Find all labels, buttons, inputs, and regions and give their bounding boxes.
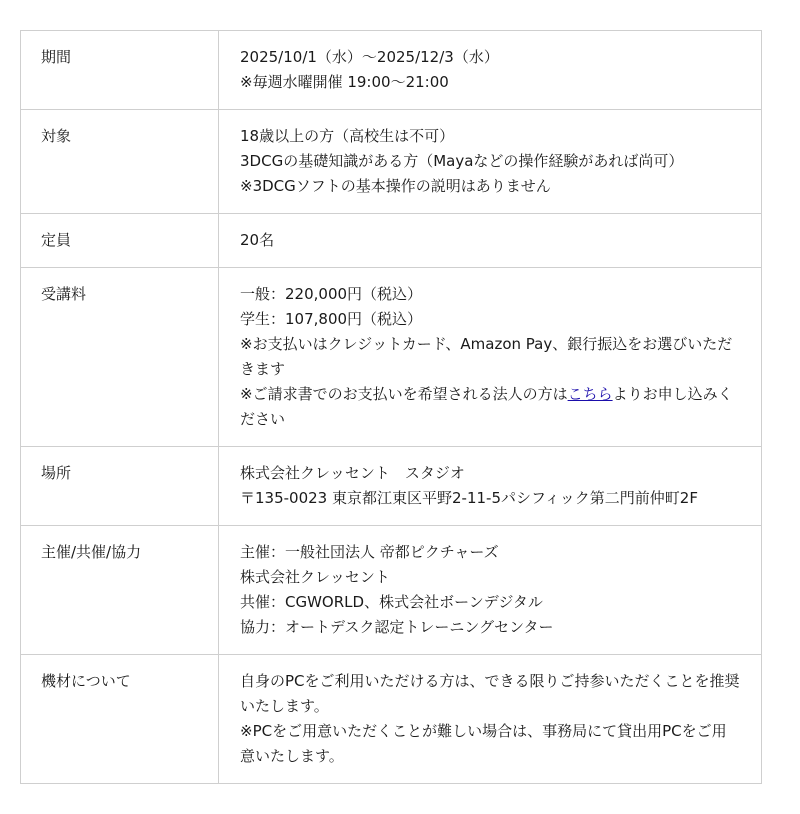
invoice-note-after: よりお申し込みください <box>240 385 733 428</box>
table-row-venue <box>21 447 762 526</box>
invoice-note-before: ※ご請求書でのお支払いを希望される法人の方は <box>240 385 568 403</box>
row-label: 対象 <box>21 110 219 214</box>
value-line: 株式会社クレッセント スタジオ <box>240 464 465 482</box>
table-row-equipment <box>21 655 762 784</box>
value-line: ※3DCGソフトの基本操作の説明はありません <box>240 177 551 195</box>
invoice-note <box>240 382 741 432</box>
value-line: 2025/10/1（水）〜2025/12/3（水） <box>240 48 499 66</box>
row-label: 定員 <box>21 214 219 268</box>
row-label: 受講料 <box>21 268 219 447</box>
row-label: 期間 <box>21 31 219 110</box>
invoice-apply-link[interactable]: こちら <box>567 385 613 403</box>
row-value <box>219 214 762 268</box>
row-label: 主催/共催/協力 <box>21 526 219 655</box>
table-row-organizers <box>21 526 762 655</box>
row-value <box>219 110 762 214</box>
row-value <box>219 268 762 447</box>
table-row-capacity <box>21 214 762 268</box>
value-line: ※お支払いはクレジットカード、Amazon Pay、銀行振込をお選びいただきます <box>240 335 733 378</box>
table-row-fee <box>21 268 762 447</box>
value-line: 共催：CGWORLD、株式会社ボーンデジタル <box>240 593 543 611</box>
row-value <box>219 447 762 526</box>
table-row-target <box>21 110 762 214</box>
table-row-period <box>21 31 762 110</box>
value-line: 18歳以上の方（高校生は不可） <box>240 127 455 145</box>
row-value <box>219 526 762 655</box>
value-line: 自身のPCをご利用いただける方は、できる限りご持参いただくことを推奨いたします。 <box>240 672 740 715</box>
value-line: 〒135-0023 東京都江東区平野2-11-5パシフィック第二門前仲町2F <box>240 489 698 507</box>
value-line: 株式会社クレッセント <box>240 568 390 586</box>
value-line: 一般：220,000円（税込） <box>240 285 423 303</box>
row-label: 場所 <box>21 447 219 526</box>
value-line: 3DCGの基礎知識がある方（Mayaなどの操作経験があれば尚可） <box>240 152 684 170</box>
value-line: 主催：一般社団法人 帝都ピクチャーズ <box>240 543 499 561</box>
row-label: 機材について <box>21 655 219 784</box>
value-line: 20名 <box>240 231 275 249</box>
event-info-table <box>20 30 762 784</box>
value-line: 学生：107,800円（税込） <box>240 310 423 328</box>
value-line: ※毎週水曜開催 19:00〜21:00 <box>240 73 449 91</box>
value-line: 協力：オートデスク認定トレーニングセンター <box>240 618 554 636</box>
value-line: ※PCをご用意いただくことが難しい場合は、事務局にて貸出用PCをご用意いたします。 <box>240 722 727 765</box>
row-value <box>219 655 762 784</box>
row-value <box>219 31 762 110</box>
